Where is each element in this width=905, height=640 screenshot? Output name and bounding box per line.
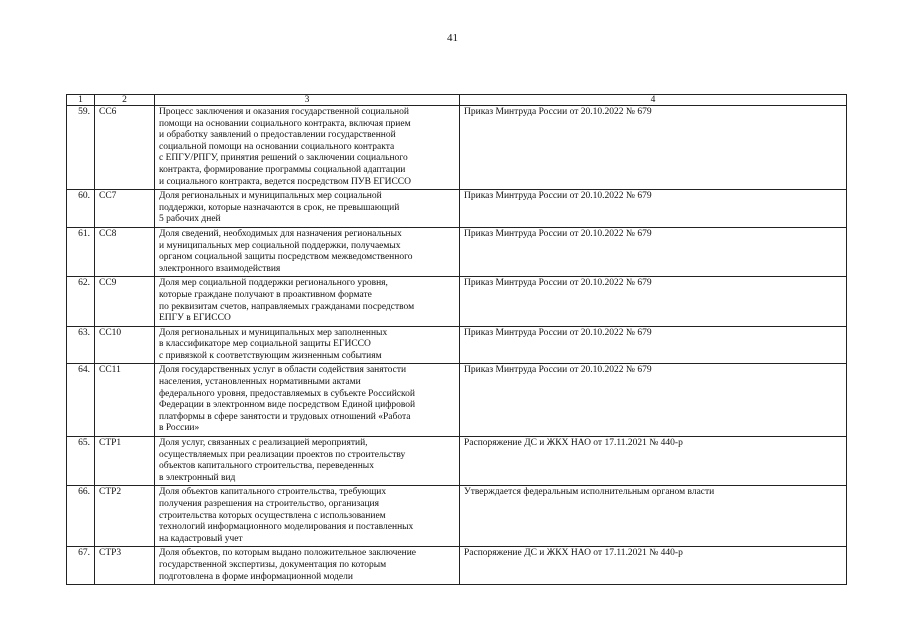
indicator-description xyxy=(155,326,460,364)
indicator-code: СТР3 xyxy=(95,547,155,585)
description-line: Федерации в электронном виде посредством Единой цифровой xyxy=(159,400,416,411)
description-line: платформы в сфере занятости и трудовых отношений «Работа xyxy=(159,411,411,422)
description-line: Доля мер социальной поддержки регионального уровня, xyxy=(159,278,388,289)
header-col-4: 4 xyxy=(460,95,847,106)
row-number: 64. xyxy=(67,364,95,437)
description-line: органом социальной защиты посредством межведомственного xyxy=(159,252,413,263)
description-line: Доля государственных услуг в области содействия занятости xyxy=(159,365,407,376)
description-line: контракта, формирование программы социальной адаптации xyxy=(159,164,406,175)
header-col-3: 3 xyxy=(155,95,460,106)
indicator-code: СС7 xyxy=(95,190,155,228)
description-line: и муниципальных мер социальной поддержки, получаемых xyxy=(159,240,401,251)
indicator-description xyxy=(155,190,460,228)
indicator-description xyxy=(155,227,460,276)
description-line: Доля региональных и муниципальных мер социальной xyxy=(159,191,382,202)
indicators-table-body xyxy=(67,95,847,585)
table-row xyxy=(67,190,847,228)
indicator-code: СС8 xyxy=(95,227,155,276)
indicator-description xyxy=(155,106,460,190)
indicator-code: СС11 xyxy=(95,364,155,437)
description-line: в электронный вид xyxy=(159,472,236,483)
indicator-code: СТР2 xyxy=(95,486,155,547)
page-number: 41 xyxy=(447,32,458,44)
indicator-code: СС6 xyxy=(95,106,155,190)
description-line: объектов капитального строительства, переведенных xyxy=(159,461,374,472)
table-row xyxy=(67,326,847,364)
description-line: электронного взаимодействия xyxy=(159,263,281,274)
indicator-description xyxy=(155,364,460,437)
description-line: 5 рабочих дней xyxy=(159,214,221,225)
description-line: федерального уровня, предоставляемых в субъекте Российской xyxy=(159,388,415,399)
row-number: 59. xyxy=(67,106,95,190)
description-line: которые граждане получают в проактивном формате xyxy=(159,289,372,300)
row-number: 66. xyxy=(67,486,95,547)
description-line: технологий информационного моделирования и поставленных xyxy=(159,522,414,533)
row-number: 67. xyxy=(67,547,95,585)
description-line: Процесс заключения и оказания государственной социальной xyxy=(159,107,409,117)
indicator-code: СС9 xyxy=(95,277,155,326)
description-line: ЕПГУ в ЕГИССО xyxy=(159,313,231,324)
description-line: Доля региональных и муниципальных мер заполненных xyxy=(159,327,388,338)
description-line: Доля объектов, по которым выдано положительное заключение xyxy=(159,548,416,559)
indicator-description xyxy=(155,547,460,585)
table-row xyxy=(67,277,847,326)
description-line: получения разрешения на строительство, организация xyxy=(159,499,379,509)
indicator-code: СС10 xyxy=(95,326,155,364)
row-number: 60. xyxy=(67,190,95,228)
table-row xyxy=(67,437,847,486)
indicator-description xyxy=(155,437,460,486)
indicators-table xyxy=(66,94,847,585)
description-line: государственной экспертизы, документация по которым xyxy=(159,559,387,570)
indicator-source: Приказ Минтруда России от 20.10.2022 № 679 xyxy=(460,326,847,364)
indicator-source: Приказ Минтруда России от 20.10.2022 № 679 xyxy=(460,190,847,228)
description-line: Доля сведений, необходимых для назначения региональных xyxy=(159,228,402,239)
description-line: подготовлена в форме информационной модели xyxy=(159,571,353,582)
table-row xyxy=(67,547,847,585)
description-line: и социального контракта, ведется посредством ПУВ ЕГИССО xyxy=(159,176,412,187)
description-line: социальной помощи на основании социального контракта xyxy=(159,141,395,152)
indicator-source: Приказ Минтруда России от 20.10.2022 № 679 xyxy=(460,277,847,326)
indicator-source: Приказ Минтруда России от 20.10.2022 № 679 xyxy=(460,106,847,190)
description-line: населения, установленных нормативными актами xyxy=(159,377,361,388)
description-line: осуществляемых при реализации проектов по строительству xyxy=(159,449,406,460)
header-col-1: 1 xyxy=(67,95,95,106)
description-line: Доля объектов капитального строительства, требующих xyxy=(159,487,387,498)
indicator-source: Приказ Минтруда России от 20.10.2022 № 679 xyxy=(460,364,847,437)
description-line: строительства которых осуществлена с использованием xyxy=(159,510,386,521)
indicator-description xyxy=(155,277,460,326)
description-line: в классификаторе мер социальной защиты ЕГИССО xyxy=(159,339,371,350)
row-number: 62. xyxy=(67,277,95,326)
description-line: по реквизитам счетов, направляемых гражданами посредством xyxy=(159,301,415,312)
table-row xyxy=(67,364,847,437)
header-col-2: 2 xyxy=(95,95,155,106)
description-line: с ЕПГУ/РПГУ, принятия решений о заключении социального xyxy=(159,153,408,164)
table-row xyxy=(67,227,847,276)
indicator-source: Приказ Минтруда России от 20.10.2022 № 679 xyxy=(460,227,847,276)
row-number: 65. xyxy=(67,437,95,486)
indicator-source: Распоряжение ДС и ЖКХ НАО от 17.11.2021 № 440-р xyxy=(460,437,847,486)
table-row xyxy=(67,106,847,190)
description-line: на кадастровый учет xyxy=(159,533,243,544)
description-line: помощи на основании социального контракта, включая прием xyxy=(159,118,411,129)
description-line: в России» xyxy=(159,423,200,434)
row-number: 61. xyxy=(67,227,95,276)
description-line: и обработку заявлений о предоставлении государственной xyxy=(159,130,396,141)
indicator-code: СТР1 xyxy=(95,437,155,486)
description-line: поддержки, которые назначаются в срок, не превышающий xyxy=(159,202,400,213)
description-line: с привязкой к соответствующим жизненным событиям xyxy=(159,350,382,361)
table-header-row xyxy=(67,95,847,106)
indicator-source: Утверждается федеральным исполнительным органом власти xyxy=(460,486,847,547)
table-row xyxy=(67,486,847,547)
row-number: 63. xyxy=(67,326,95,364)
description-line: Доля услуг, связанных с реализацией мероприятий, xyxy=(159,438,368,449)
indicator-source: Распоряжение ДС и ЖКХ НАО от 17.11.2021 № 440-р xyxy=(460,547,847,585)
indicator-description xyxy=(155,486,460,547)
